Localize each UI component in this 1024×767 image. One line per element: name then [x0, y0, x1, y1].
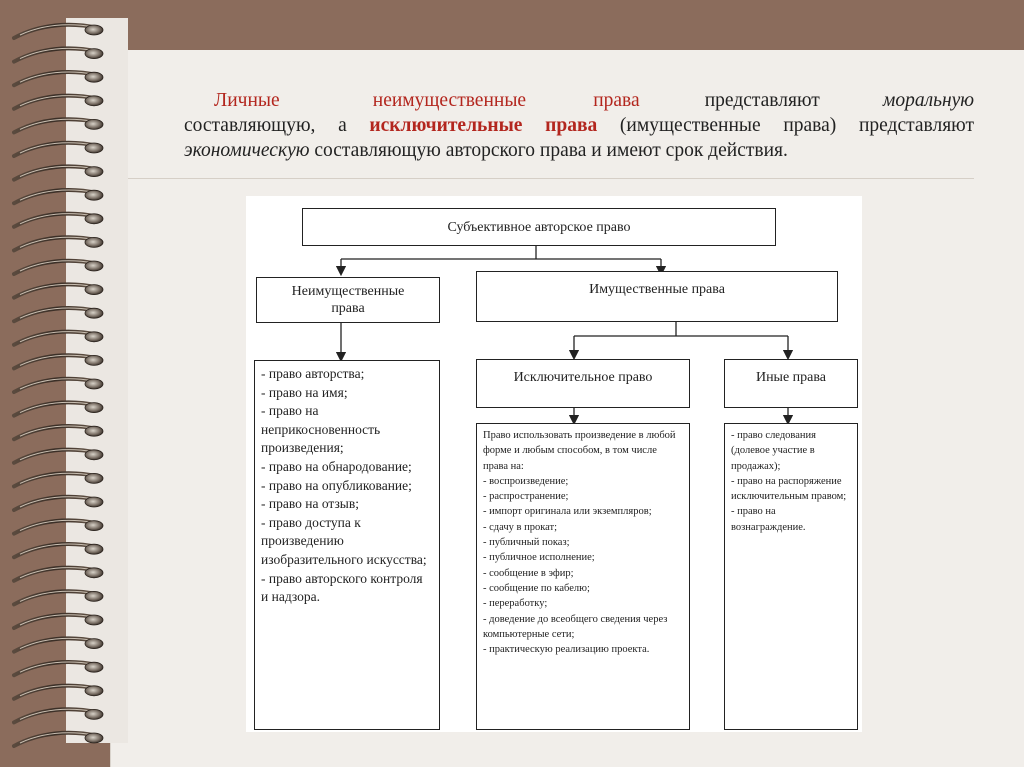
intro-text-component: составляющую,: [184, 115, 316, 136]
box-exclusive-right: Исключительное право: [476, 359, 690, 408]
list-other-rights: [724, 423, 858, 730]
intro-term-nonproperty: неимущественные: [372, 90, 527, 111]
intro-text-represent-2: представляют: [858, 115, 974, 136]
intro-term-exclusive: исключительные: [369, 115, 523, 136]
spiral-ring: [14, 450, 103, 463]
top-band: [0, 0, 1024, 50]
rights-diagram: [246, 196, 862, 732]
box-subjective-copyright: Субъективное авторское право: [302, 208, 776, 246]
spiral-ring: [14, 96, 103, 109]
spiral-ring: [14, 261, 103, 274]
spiral-ring: [14, 72, 103, 85]
intro-text-economic: экономическую: [184, 140, 310, 161]
spiral-ring: [14, 426, 103, 439]
spiral-ring: [14, 544, 103, 557]
spiral-ring: [14, 568, 103, 581]
spiral-ring: [14, 190, 103, 203]
intro-term-rights: права: [593, 90, 640, 111]
other-rights-items: - право следования (долевое участие в продажах); - право на распоряжение исключительным правом; - право на вознаграждение.: [731, 430, 847, 533]
spiral-ring: [14, 686, 103, 699]
intro-text-represent: представляют: [704, 90, 820, 111]
intro-paragraph: [184, 88, 974, 163]
spiral-ring: [14, 237, 103, 250]
intro-text-and: а: [338, 115, 347, 136]
intro-term-rights-2: права: [545, 115, 598, 136]
intro-text-moral: моральную: [882, 90, 975, 111]
spiral-rings: [0, 0, 130, 767]
list-exclusive-rights: [476, 423, 690, 730]
spiral-ring: [14, 402, 103, 415]
spiral-ring: [14, 332, 103, 345]
box-personal-rights: Неимущественные права: [256, 277, 440, 323]
spiral-ring: [14, 308, 103, 321]
intro-term-personal: Личные: [214, 90, 280, 111]
spiral-ring: [14, 638, 103, 651]
exclusive-rights-items: Право использовать произведение в любой форме и любым способом, в том числе права на: - воспроизведение; - распространение; - импорт оригинала или экземпляров; - сдачу в прокат; - публичный показ; - публичное исполнение; - сообщение в эфир; - сообщение по кабелю; - переработку; - доведение до всеобщего сведения через компьютерные сети; - практическую реализацию проекта.: [483, 430, 676, 656]
list-personal-rights: [254, 360, 440, 730]
intro-text-property-rights: (имущественные права): [619, 115, 837, 136]
spiral-ring: [14, 709, 103, 722]
divider-line: [112, 178, 974, 179]
spiral-ring: [14, 166, 103, 179]
spiral-ring: [14, 615, 103, 628]
spiral-ring: [14, 473, 103, 486]
spiral-ring: [14, 520, 103, 533]
personal-rights-items: - право авторства; - право на имя; - право на неприкосновенность произведения; - право на обнародование; - право на опубликование; - право на отзыв; - право доступа к произведению изобразительного искусства; - право авторского контроля и надзора.: [261, 366, 427, 605]
spiral-ring: [14, 662, 103, 675]
box-other-rights: Иные права: [724, 359, 858, 408]
spiral-ring: [14, 379, 103, 392]
spiral-ring: [14, 48, 103, 61]
spiral-ring: [14, 119, 103, 132]
spiral-ring: [14, 143, 103, 156]
spiral-ring: [14, 591, 103, 604]
spiral-ring: [14, 355, 103, 368]
spiral-ring: [14, 733, 103, 746]
spiral-ring: [14, 497, 103, 510]
spiral-ring: [14, 284, 103, 297]
spiral-ring: [14, 214, 103, 227]
intro-text-end: составляющую авторского права и имеют срок действия.: [314, 140, 788, 161]
box-property-rights: Имущественные права: [476, 271, 838, 322]
spiral-ring: [14, 25, 103, 38]
